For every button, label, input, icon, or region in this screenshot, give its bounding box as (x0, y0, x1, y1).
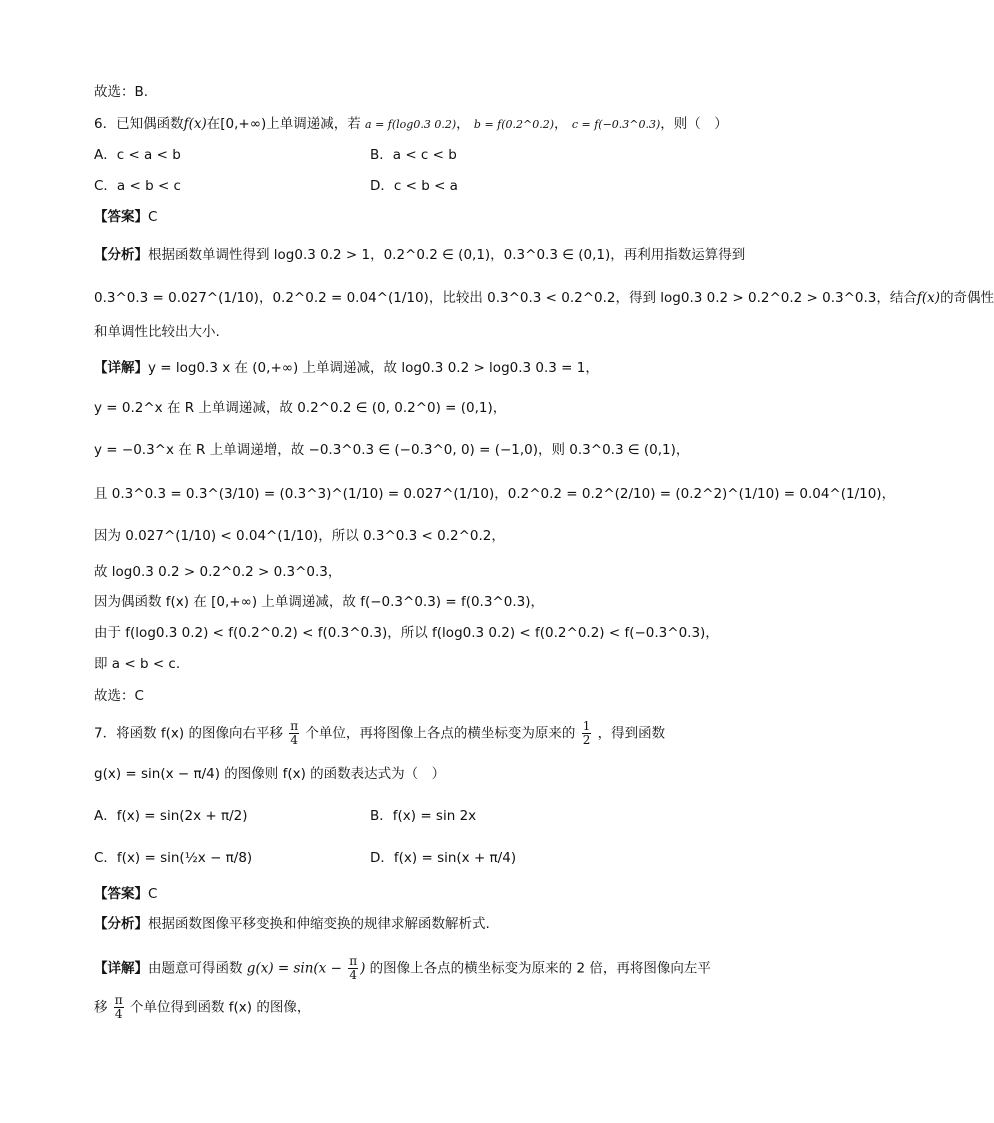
fraction-pi-over-4: $\frac{\pi}{4}$ (349, 954, 358, 982)
question-6: 6．已知偶函数f(x)在[0,+∞)上单调递减，若 a = f(log0.3 0.2)， b = f(0.2^0.2)， c = f(−0.3^0.3)，则（ ） (94, 116, 728, 132)
question-7-line2: g(x) = sin(x − π/4) 的图像则 f(x) 的函数表达式为（ ） (94, 766, 446, 782)
analysis-7: 【分析】根据函数图像平移变换和伸缩变换的规律求解函数解析式. (94, 916, 490, 932)
detail-6-line7: 因为偶函数 f(x) 在 [0,+∞) 上单调递减，故 f(−0.3^0.3) = f(0.3^0.3)， (94, 594, 544, 610)
detail-6-line4: 且 0.3^0.3 = 0.3^(3/10) = (0.3^3)^(1/10) = 0.027^(1/10)，0.2^0.2 = 0.2^(2/10) = (0.2^2)^(1/10) = 0.04^(1/10)， (94, 486, 896, 502)
detail-6-line9: 即 a < b < c. (94, 656, 181, 672)
fraction-pi-over-4: $\frac{\pi}{4}$ (290, 719, 299, 747)
option-a: A．c < a < b (94, 147, 181, 163)
option-b: B．a < c < b (370, 147, 457, 163)
detail-7-line2: 移 $\frac{\pi}{4}$ 个单位得到函数 f(x) 的图像， (94, 993, 311, 1021)
analysis-6: 【分析】根据函数单调性得到 log0.3 0.2 > 1，0.2^0.2 ∈ (0,1)，0.3^0.3 ∈ (0,1)，再利用指数运算得到 (94, 247, 746, 263)
fraction-one-half: $\frac{1}{2}$ (582, 719, 591, 747)
answer-6: 【答案】C (94, 209, 158, 225)
detail-7: 【详解】由题意可得函数 g(x) = sin(x − $\frac{\pi}{4}$ ) 的图像上各点的横坐标变为原来的 2 倍，再将图像向左平 (94, 954, 711, 982)
question-7: 7．将函数 f(x) 的图像向右平移 $\frac{\pi}{4}$ 个单位，再将图像上各点的横坐标变为原来的 $\frac{1}{2}$ ，得到函数 (94, 719, 666, 747)
detail-6-line2: y = 0.2^x 在 R 上单调递减，故 0.2^0.2 ∈ (0, 0.2^0) = (0,1)， (94, 400, 507, 416)
option-b: B．f(x) = sin 2x (370, 808, 477, 824)
answer-7: 【答案】C (94, 886, 158, 902)
detail-6-line8: 由于 f(log0.3 0.2) < f(0.2^0.2) < f(0.3^0.3)，所以 f(log0.3 0.2) < f(0.2^0.2) < f(−0.3^0.3)， (94, 625, 719, 641)
detail-6-line5: 因为 0.027^(1/10) < 0.04^(1/10)，所以 0.3^0.3 < 0.2^0.2， (94, 528, 505, 544)
option-d: D．f(x) = sin(x + π/4) (370, 850, 517, 866)
option-c: C．f(x) = sin(½x − π/8) (94, 850, 253, 866)
analysis-6-line3: 和单调性比较出大小. (94, 324, 220, 340)
option-a: A．f(x) = sin(2x + π/2) (94, 808, 248, 824)
text-line: 故选：B. (94, 84, 149, 100)
option-d: D．c < b < a (370, 178, 458, 194)
detail-6-line3: y = −0.3^x 在 R 上单调递增，故 −0.3^0.3 ∈ (−0.3^0, 0) = (−1,0)，则 0.3^0.3 ∈ (0,1)， (94, 442, 690, 458)
detail-6-line6: 故 log0.3 0.2 > 0.2^0.2 > 0.3^0.3， (94, 564, 342, 580)
option-c: C．a < b < c (94, 178, 181, 194)
fraction-pi-over-4: $\frac{\pi}{4}$ (114, 993, 123, 1021)
detail-6: 【详解】y = log0.3 x 在 (0,+∞) 上单调递减，故 log0.3 0.2 > log0.3 0.3 = 1， (94, 360, 599, 376)
analysis-6-line2: 0.3^0.3 = 0.027^(1/10)，0.2^0.2 = 0.04^(1/10)，比较出 0.3^0.3 < 0.2^0.2，得到 log0.3 0.2 > 0.2^0.2 > 0.3^0.3，结合f(x)的奇偶性 (94, 290, 994, 306)
text-line: 故选：C (94, 688, 144, 704)
